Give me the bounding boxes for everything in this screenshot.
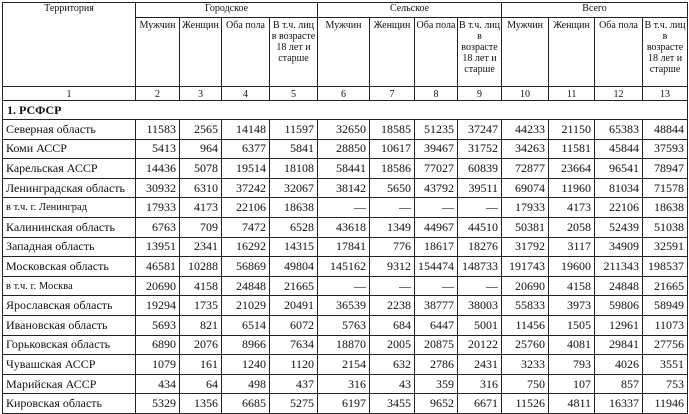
cell-value: 32650 — [318, 120, 370, 140]
cell-value: 11456 — [502, 315, 549, 335]
column-number: 8 — [415, 87, 458, 101]
cell-value: 4158 — [549, 276, 595, 296]
column-number: 2 — [136, 87, 180, 101]
cell-value: 31752 — [458, 139, 502, 159]
table-row — [3, 237, 688, 257]
cell-value: — — [415, 198, 458, 218]
cell-value: 6890 — [136, 335, 180, 355]
table-row — [3, 217, 688, 237]
cell-value: 9652 — [415, 394, 458, 414]
cell-value: 24848 — [595, 276, 643, 296]
cell-value: 18586 — [370, 159, 415, 179]
cell-value: 11526 — [502, 394, 549, 414]
cell-value: 38003 — [458, 296, 502, 316]
column-number: 13 — [643, 87, 688, 101]
column-number: 10 — [502, 87, 549, 101]
cell-value: 17933 — [502, 198, 549, 218]
cell-value: 2431 — [458, 355, 502, 375]
territory-name: в т.ч. г. Москва — [3, 276, 136, 296]
cell-value: 27756 — [643, 335, 688, 355]
subheader-women: Женщин — [370, 18, 415, 87]
cell-value: 6197 — [318, 394, 370, 414]
cell-value: 20491 — [270, 296, 318, 316]
cell-value: 18638 — [643, 198, 688, 218]
cell-value: — — [458, 276, 502, 296]
cell-value: 191743 — [502, 257, 549, 277]
cell-value: 10288 — [180, 257, 222, 277]
cell-value: 78947 — [643, 159, 688, 179]
column-number: 1 — [3, 87, 136, 101]
group-header-total: Всего — [502, 3, 688, 18]
table-row — [3, 315, 688, 335]
column-number: 12 — [595, 87, 643, 101]
table-row — [3, 257, 688, 277]
cell-value: 750 — [502, 374, 549, 394]
cell-value: 30932 — [136, 178, 180, 198]
cell-value: 18617 — [415, 237, 458, 257]
territory-name: в т.ч. г. Ленинград — [3, 198, 136, 218]
cell-value: 77027 — [415, 159, 458, 179]
cell-value: 161 — [180, 355, 222, 375]
cell-value: 11073 — [643, 315, 688, 335]
subheader-adults-18-plus: В т.ч. лиц в возрасте 18 лет и старше — [270, 18, 318, 87]
cell-value: 857 — [595, 374, 643, 394]
cell-value: 65383 — [595, 120, 643, 140]
column-number: 3 — [180, 87, 222, 101]
cell-value: 145162 — [318, 257, 370, 277]
cell-value: 434 — [136, 374, 180, 394]
cell-value: 198537 — [643, 257, 688, 277]
cell-value: 39467 — [415, 139, 458, 159]
cell-value: 44967 — [415, 217, 458, 237]
cell-value: 4158 — [180, 276, 222, 296]
territory-name: Коми АССР — [3, 139, 136, 159]
cell-value: 359 — [415, 374, 458, 394]
territory-name: Кировская область — [3, 394, 136, 414]
table-row — [3, 276, 688, 296]
cell-value: 19294 — [136, 296, 180, 316]
cell-value: 45844 — [595, 139, 643, 159]
territory-name: Ленинградская область — [3, 178, 136, 198]
cell-value: 107 — [549, 374, 595, 394]
cell-value: 6310 — [180, 178, 222, 198]
cell-value: 821 — [180, 315, 222, 335]
cell-value: 3551 — [643, 355, 688, 375]
cell-value: 21150 — [549, 120, 595, 140]
cell-value: 46581 — [136, 257, 180, 277]
cell-value: 25760 — [502, 335, 549, 355]
cell-value: 14148 — [222, 120, 270, 140]
cell-value: 56869 — [222, 257, 270, 277]
cell-value: 1349 — [370, 217, 415, 237]
cell-value: 11581 — [549, 139, 595, 159]
cell-value: 11960 — [549, 178, 595, 198]
cell-value: 37242 — [222, 178, 270, 198]
cell-value: 18108 — [270, 159, 318, 179]
cell-value: 4026 — [595, 355, 643, 375]
cell-value: 28850 — [318, 139, 370, 159]
cell-value: 71578 — [643, 178, 688, 198]
cell-value: 776 — [370, 237, 415, 257]
cell-value: 96541 — [595, 159, 643, 179]
cell-value: 20690 — [502, 276, 549, 296]
cell-value: — — [318, 276, 370, 296]
cell-value: 2341 — [180, 237, 222, 257]
cell-value: 5078 — [180, 159, 222, 179]
cell-value: 6377 — [222, 139, 270, 159]
territory-name: Северная область — [3, 120, 136, 140]
cell-value: 4173 — [549, 198, 595, 218]
cell-value: 18870 — [318, 335, 370, 355]
cell-value: 6514 — [222, 315, 270, 335]
cell-value: 6447 — [415, 315, 458, 335]
cell-value: 632 — [370, 355, 415, 375]
cell-value: 50381 — [502, 217, 549, 237]
cell-value: 7472 — [222, 217, 270, 237]
cell-value: — — [370, 198, 415, 218]
cell-value: 2565 — [180, 120, 222, 140]
table-row — [3, 159, 688, 179]
table-row — [3, 198, 688, 218]
subheader-men: Мужчин — [502, 18, 549, 87]
cell-value: 60839 — [458, 159, 502, 179]
subheader-both-sexes: Оба пола — [415, 18, 458, 87]
cell-value: 38142 — [318, 178, 370, 198]
cell-value: 5693 — [136, 315, 180, 335]
cell-value: 17841 — [318, 237, 370, 257]
cell-value: 1120 — [270, 355, 318, 375]
cell-value: 43792 — [415, 178, 458, 198]
territory-name: Карельская АССР — [3, 159, 136, 179]
table-row — [3, 296, 688, 316]
cell-value: 19514 — [222, 159, 270, 179]
cell-value: 5001 — [458, 315, 502, 335]
cell-value: 2005 — [370, 335, 415, 355]
cell-value: — — [415, 276, 458, 296]
cell-value: 43618 — [318, 217, 370, 237]
cell-value: 10617 — [370, 139, 415, 159]
cell-value: 38777 — [415, 296, 458, 316]
cell-value: 1735 — [180, 296, 222, 316]
cell-value: — — [318, 198, 370, 218]
subheader-men: Мужчин — [136, 18, 180, 87]
cell-value: 9312 — [370, 257, 415, 277]
cell-value: 59806 — [595, 296, 643, 316]
subheader-women: Женщин — [549, 18, 595, 87]
cell-value: 6685 — [222, 394, 270, 414]
cell-value: 69074 — [502, 178, 549, 198]
cell-value: 51038 — [643, 217, 688, 237]
cell-value: 64 — [180, 374, 222, 394]
territory-name: Западная область — [3, 237, 136, 257]
cell-value: 36539 — [318, 296, 370, 316]
cell-value: 437 — [270, 374, 318, 394]
population-table — [2, 2, 688, 414]
cell-value: 684 — [370, 315, 415, 335]
cell-value: 24848 — [222, 276, 270, 296]
cell-value: 2154 — [318, 355, 370, 375]
cell-value: 39511 — [458, 178, 502, 198]
column-number: 6 — [318, 87, 370, 101]
cell-value: 43 — [370, 374, 415, 394]
cell-value: 18638 — [270, 198, 318, 218]
territory-header: Территория — [3, 3, 136, 87]
cell-value: 34909 — [595, 237, 643, 257]
cell-value: 58441 — [318, 159, 370, 179]
column-number: 9 — [458, 87, 502, 101]
cell-value: 5763 — [318, 315, 370, 335]
table-row — [3, 120, 688, 140]
cell-value: 3973 — [549, 296, 595, 316]
cell-value: 753 — [643, 374, 688, 394]
cell-value: 964 — [180, 139, 222, 159]
subheader-both-sexes: Оба пола — [222, 18, 270, 87]
territory-name: Чувашская АССР — [3, 355, 136, 375]
cell-value: 23664 — [549, 159, 595, 179]
cell-value: 16337 — [595, 394, 643, 414]
cell-value: 2076 — [180, 335, 222, 355]
cell-value: 16292 — [222, 237, 270, 257]
cell-value: 34263 — [502, 139, 549, 159]
cell-value: 5329 — [136, 394, 180, 414]
cell-value: 7634 — [270, 335, 318, 355]
cell-value: 316 — [458, 374, 502, 394]
cell-value: 2058 — [549, 217, 595, 237]
cell-value: 19600 — [549, 257, 595, 277]
population-table-sheet — [2, 2, 687, 411]
column-number: 7 — [370, 87, 415, 101]
table-row — [3, 374, 688, 394]
subheader-adults-18-plus: В т.ч. лиц в возрасте 18 лет и старше — [643, 18, 688, 87]
cell-value: 6763 — [136, 217, 180, 237]
cell-value: 6671 — [458, 394, 502, 414]
cell-value: 18276 — [458, 237, 502, 257]
cell-value: 3455 — [370, 394, 415, 414]
group-header-rural: Сельское — [318, 3, 502, 18]
table-row — [3, 178, 688, 198]
cell-value: 51235 — [415, 120, 458, 140]
cell-value: 49804 — [270, 257, 318, 277]
cell-value: 709 — [180, 217, 222, 237]
territory-name: Горьковская область — [3, 335, 136, 355]
cell-value: 17933 — [136, 198, 180, 218]
cell-value: 4173 — [180, 198, 222, 218]
table-row — [3, 139, 688, 159]
cell-value: 5650 — [370, 178, 415, 198]
cell-value: 29841 — [595, 335, 643, 355]
cell-value: 20122 — [458, 335, 502, 355]
cell-value: 20875 — [415, 335, 458, 355]
cell-value: 21665 — [270, 276, 318, 296]
cell-value: 32067 — [270, 178, 318, 198]
table-row — [3, 394, 688, 414]
cell-value: 44510 — [458, 217, 502, 237]
cell-value: 316 — [318, 374, 370, 394]
cell-value: 4811 — [549, 394, 595, 414]
cell-value: 21665 — [643, 276, 688, 296]
cell-value: 52439 — [595, 217, 643, 237]
cell-value: 20690 — [136, 276, 180, 296]
cell-value: 14315 — [270, 237, 318, 257]
cell-value: 18585 — [370, 120, 415, 140]
cell-value: 6528 — [270, 217, 318, 237]
column-number: 11 — [549, 87, 595, 101]
subheader-women: Женщин — [180, 18, 222, 87]
cell-value: 81034 — [595, 178, 643, 198]
section-title: 1. РСФСР — [3, 101, 688, 120]
cell-value: 72877 — [502, 159, 549, 179]
cell-value: 44233 — [502, 120, 549, 140]
table-row — [3, 335, 688, 355]
territory-name: Московская область — [3, 257, 136, 277]
cell-value: 1505 — [549, 315, 595, 335]
cell-value: 21029 — [222, 296, 270, 316]
cell-value: 13951 — [136, 237, 180, 257]
cell-value: — — [458, 198, 502, 218]
cell-value: 2238 — [370, 296, 415, 316]
cell-value: 58949 — [643, 296, 688, 316]
column-number: 4 — [222, 87, 270, 101]
subheader-both-sexes: Оба пола — [595, 18, 643, 87]
cell-value: 37247 — [458, 120, 502, 140]
cell-value: 793 — [549, 355, 595, 375]
territory-name: Калининская область — [3, 217, 136, 237]
territory-name: Ивановская область — [3, 315, 136, 335]
cell-value: 148733 — [458, 257, 502, 277]
cell-value: 12961 — [595, 315, 643, 335]
cell-value: — — [370, 276, 415, 296]
subheader-adults-18-plus: В т.ч. лиц в возрасте 18 лет и старше — [458, 18, 502, 87]
table-row — [3, 355, 688, 375]
cell-value: 5841 — [270, 139, 318, 159]
cell-value: 1356 — [180, 394, 222, 414]
group-header-urban: Городское — [136, 3, 318, 18]
cell-value: 3233 — [502, 355, 549, 375]
cell-value: 48844 — [643, 120, 688, 140]
cell-value: 32591 — [643, 237, 688, 257]
cell-value: 37593 — [643, 139, 688, 159]
column-number: 5 — [270, 87, 318, 101]
cell-value: 11946 — [643, 394, 688, 414]
subheader-men: Мужчин — [318, 18, 370, 87]
cell-value: 5413 — [136, 139, 180, 159]
cell-value: 5275 — [270, 394, 318, 414]
cell-value: 2786 — [415, 355, 458, 375]
cell-value: 11597 — [270, 120, 318, 140]
territory-name: Марийская АССР — [3, 374, 136, 394]
cell-value: 211343 — [595, 257, 643, 277]
cell-value: 11583 — [136, 120, 180, 140]
cell-value: 1240 — [222, 355, 270, 375]
cell-value: 3117 — [549, 237, 595, 257]
cell-value: 22106 — [595, 198, 643, 218]
cell-value: 498 — [222, 374, 270, 394]
cell-value: 14436 — [136, 159, 180, 179]
cell-value: 6072 — [270, 315, 318, 335]
cell-value: 1079 — [136, 355, 180, 375]
cell-value: 31792 — [502, 237, 549, 257]
cell-value: 4081 — [549, 335, 595, 355]
cell-value: 55833 — [502, 296, 549, 316]
cell-value: 154474 — [415, 257, 458, 277]
cell-value: 22106 — [222, 198, 270, 218]
territory-name: Ярославская область — [3, 296, 136, 316]
cell-value: 8966 — [222, 335, 270, 355]
